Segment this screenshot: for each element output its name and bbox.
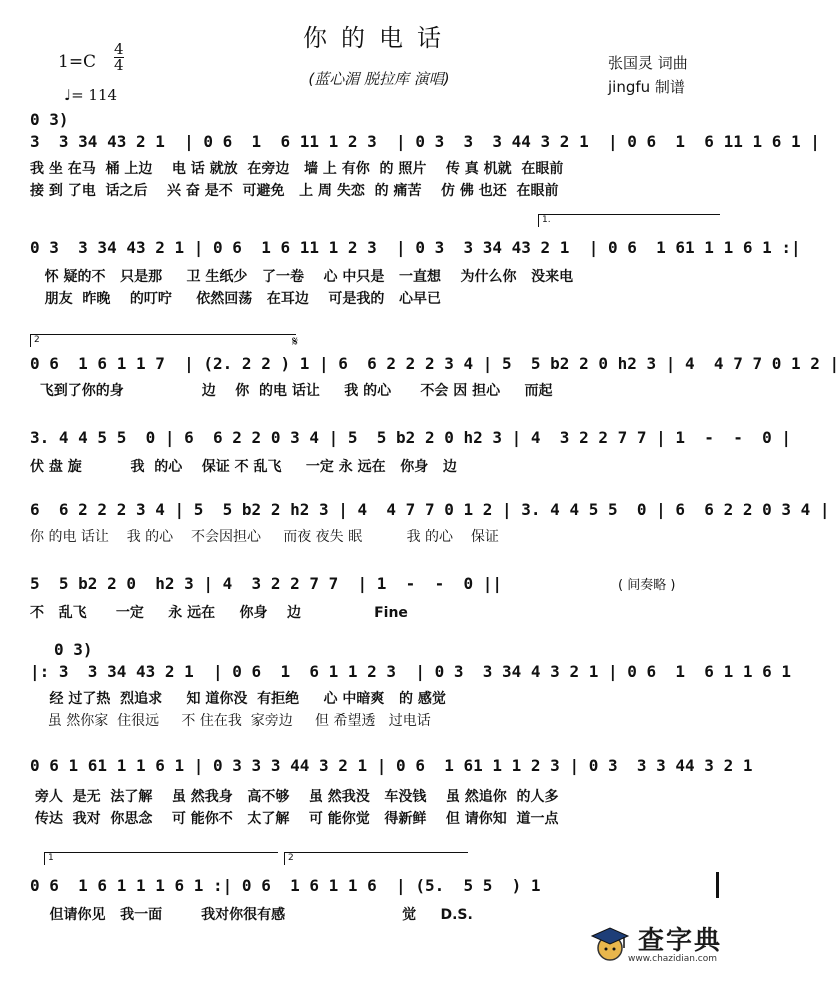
score-row-6 xyxy=(30,570,720,630)
score-row-2 xyxy=(30,214,801,307)
graduation-cap-icon xyxy=(588,922,632,966)
volta-2: 2 xyxy=(30,334,296,347)
key-signature: 1=C xyxy=(58,52,97,72)
score-row-1 xyxy=(30,108,820,199)
notes: 3. 4 4 5 5 0 | 6 6 2 2 0 3 4 | 5 5 b2 2 0 h2 3 | 4 3 2 2 7 7 | 1 - - 0 | xyxy=(30,428,791,447)
score-row-4 xyxy=(30,424,791,484)
final-barline xyxy=(716,872,719,898)
lyric-verse-2: 虽 然你家 住很远 不 住在我 家旁边 但 希望透 过电话 xyxy=(30,713,431,729)
volta-1: 1. xyxy=(538,214,720,227)
notes: 6 6 2 2 2 3 4 | 5 5 b2 2 h2 3 | 4 4 7 7 0 1 2 | 3. 4 4 5 5 0 | 6 6 2 2 0 3 4 | xyxy=(30,500,830,519)
lyric-verse-1: 不 乱飞 一定 永 远在 你身 边 Fine xyxy=(30,605,408,621)
notes: 5 5 b2 2 0 h2 3 | 4 3 2 2 7 7 | 1 - - 0 || xyxy=(30,574,503,593)
lyric-verse-1: 但请你见 我一面 我对你很有感 觉 D.S. xyxy=(30,907,473,923)
lyric-verse-2: 接 到 了电 话之后 兴 奋 是不 可避免 上 周 失恋 的 痛苦 仿 佛 也还 在眼前 xyxy=(30,183,559,199)
volta-2: 2 xyxy=(284,852,468,865)
segno-icon: 𝄋 xyxy=(292,334,299,350)
score-row-9 xyxy=(30,852,720,922)
notes: 0 6 1 6 1 1 1 6 1 :| 0 6 1 6 1 1 6 | (5. 5 5 ) 1 xyxy=(30,876,541,895)
lyric-verse-1: 旁人 是无 法了解 虽 然我身 高不够 虽 然我没 车没钱 虽 然追你 的人多 xyxy=(30,789,559,805)
notes: 0 6 1 61 1 1 6 1 | 0 3 3 3 44 3 2 1 | 0 6 1 61 1 1 2 3 | 0 3 3 3 44 3 2 1 xyxy=(30,756,753,775)
score-row-5 xyxy=(30,496,830,556)
lyric-verse-2: 传达 我对 你思念 可 能你不 太了解 可 能你觉 得新鲜 但 请你知 道一点 xyxy=(30,811,559,827)
score-row-8 xyxy=(30,752,753,828)
lyric-verse-1: 飞到了你的身 边 你 的电 话让 我 的心 不会 因 担心 而起 xyxy=(30,383,553,399)
interlude-note: ( 间奏略 ) xyxy=(618,578,676,593)
lyric-verse-1: 怀 疑的不 只是那 卫 生纸少 了一卷 心 中只是 一直想 为什么你 没来电 xyxy=(30,269,574,285)
volta-1: 1 xyxy=(44,852,278,865)
song-subtitle: (蓝心湄 脱拉库 演唱) xyxy=(308,70,450,88)
time-top: 4 xyxy=(114,40,124,58)
time-signature xyxy=(114,42,124,73)
notes: 3 3 34 43 2 1 | 0 6 1 6 11 1 2 3 | 0 3 3 3 44 3 2 1 | 0 6 1 6 11 1 6 1 | xyxy=(30,132,820,151)
notes: |: 3 3 34 43 2 1 | 0 6 1 6 1 1 2 3 | 0 3 3 34 4 3 2 1 | 0 6 1 6 1 1 6 1 xyxy=(30,662,791,681)
credit-score: jingfu 制谱 xyxy=(608,78,685,96)
credit-lyrics: 张国灵 词曲 xyxy=(608,54,688,72)
lyric-verse-1: 你 的电 话让 我 的心 不会因担心 而夜 夜失 眠 我 的心 保证 xyxy=(30,529,499,545)
lyric-verse-1: 伏 盘 旋 我 的心 保证 不 乱飞 一定 永 远在 你身 边 xyxy=(30,459,457,475)
score-row-7 xyxy=(30,638,791,729)
pickup-notes: 0 3) xyxy=(30,110,69,129)
pickup-notes: 0 3) xyxy=(54,640,93,659)
time-bottom: 4 xyxy=(114,56,124,74)
song-title: 你的电话 xyxy=(303,24,455,52)
lyric-verse-1: 我 坐 在马 桶 上边 电 话 就放 在旁边 墙 上 有你 的 照片 传 真 机就 在眼前 xyxy=(30,161,564,177)
score-row-3 xyxy=(30,330,839,400)
site-logo xyxy=(582,914,752,974)
lyric-verse-1: 经 过了热 烈追求 知 道你没 有拒绝 心 中暗爽 的 感觉 xyxy=(30,691,446,707)
tempo-mark: ♩= 114 xyxy=(64,86,118,104)
notes: 0 6 1 6 1 1 7 | (2. 2 2 ) 1 | 6 6 2 2 2 3 4 | 5 5 b2 2 0 h2 3 | 4 4 7 7 0 1 2 | xyxy=(30,354,839,373)
logo-text: 查字典 xyxy=(638,926,723,956)
notes: 0 3 3 34 43 2 1 | 0 6 1 6 11 1 2 3 | 0 3 3 34 43 2 1 | 0 6 1 61 1 1 6 1 :| xyxy=(30,238,801,257)
logo-url: www.chazidian.com xyxy=(628,954,718,964)
lyric-verse-2: 朋友 昨晚 的叮咛 依然回荡 在耳边 可是我的 心早已 xyxy=(30,291,441,307)
